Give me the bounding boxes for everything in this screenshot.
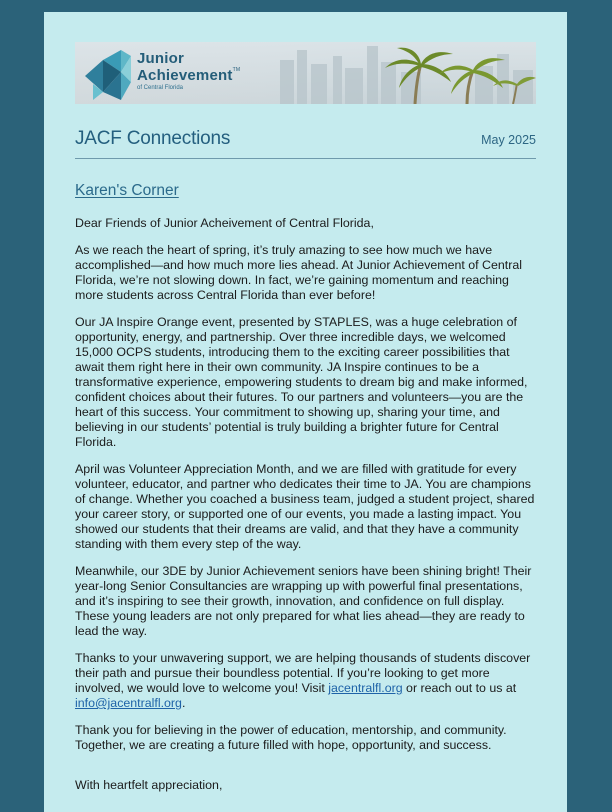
- website-link[interactable]: jacentralfl.org: [328, 681, 403, 695]
- letter-signoff: With heartfelt appreciation,: [75, 778, 223, 792]
- logo-achievement-text: Achievement: [137, 67, 233, 84]
- section-title-karens-corner[interactable]: Karen's Corner: [75, 182, 179, 199]
- newsletter-page: [44, 12, 567, 812]
- issue-date: May 2025: [481, 133, 536, 147]
- email-link[interactable]: info@jacentralfl.org: [75, 696, 182, 710]
- letter-paragraph-4: Meanwhile, our 3DE by Junior Achievement seniors have been shining bright! Their year-long Senior Consultancies are wrapping up with powerful final presentations, and it’s inspiring to see their growth, innovation, and confidence on full display. These young leaders are not only prepared for what lies ahead—they are ready to lead the way.: [75, 564, 532, 638]
- ja-logo-icon: [85, 50, 131, 100]
- letter-paragraph-5: [75, 651, 537, 711]
- logo-trademark: TM: [232, 67, 241, 73]
- letter-paragraph-2: Our JA Inspire Orange event, presented by STAPLES, was a huge celebration of opportunity, energy, and partnership. Over three incredible days, we welcomed 15,000 OCPS students, introducing them to the exciting career possibilities that await them right here in their own community. JA Inspire continues to be a transformative experience, empowering students to dream big and make informed, confident choices about their futures. To our partners and volunteers—you are the heart of this success. Your commitment to showing up, sharing your time, and believing in our students’ potential is truly building a brighter future for Central Florida.: [75, 315, 528, 449]
- letter-paragraph-1: As we reach the heart of spring, it’s truly amazing to see how much we have accomplished—and how much more lies ahead. At Junior Achievement of Central Florida, we’re not slowing down. In fact, we’re gaining momentum and reaching more students across Central Florida than ever before!: [75, 243, 522, 302]
- paragraph-5-text-b: or reach out to us at: [402, 681, 517, 695]
- letter-paragraph-6: Thank you for believing in the power of education, mentorship, and community. Together, we are creating a future filled with hope, opportunity, and success.: [75, 723, 507, 752]
- logo-line-achievement: [137, 68, 240, 83]
- logo-line-junior: Junior: [137, 50, 185, 67]
- header-divider: [75, 158, 536, 159]
- letter-body: [75, 216, 537, 805]
- paragraph-5-text-c: .: [181, 696, 186, 710]
- newsletter-title: JACF Connections: [75, 128, 231, 149]
- paragraph-5-text-a: Thanks to your unwavering support, we are helping thousands of students discover their path and pursue their boundless potential. If you’re looking to get more involved, we would love to welcome you! Visit: [75, 651, 531, 695]
- letter-paragraph-3: April was Volunteer Appreciation Month, and we are filled with gratitude for every volunteer, educator, and partner who dedicates their time to JA. You are champions of change. Whether you coached a business team, judged a student project, shared your career story, or supported one of our events, you made a lasting impact. You showed our students that their dreams are valid, and that they have a community standing with them every step of the way.: [75, 462, 535, 551]
- logo-wordmark: [137, 51, 240, 91]
- logo-line-region: of Central Florida: [137, 85, 184, 91]
- letter-greeting: Dear Friends of Junior Acheivement of Central Florida,: [75, 216, 374, 230]
- header-banner: [75, 42, 536, 104]
